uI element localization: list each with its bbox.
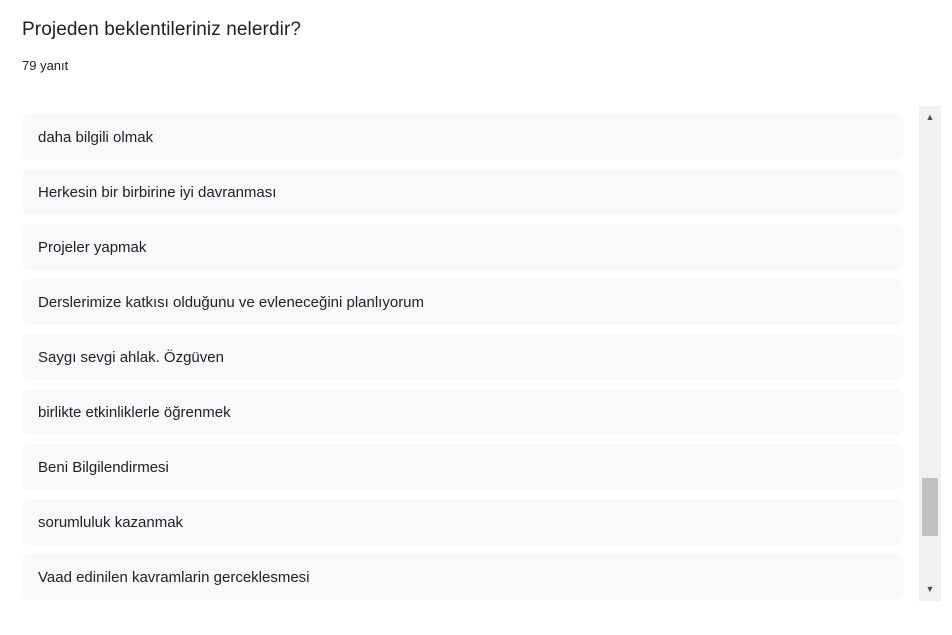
- response-text: Projeler yapmak: [38, 238, 147, 256]
- response-card: [22, 334, 904, 380]
- response-count: 79 yanıt: [22, 58, 69, 73]
- response-card: [22, 444, 904, 490]
- page-title: Projeden beklentileriniz nelerdir?: [22, 19, 302, 40]
- scroll-down-button[interactable]: [919, 581, 941, 598]
- response-card: [22, 224, 904, 270]
- response-card: [22, 114, 904, 160]
- response-card: [22, 279, 904, 325]
- scrollbar-thumb[interactable]: [922, 478, 938, 536]
- response-card: [22, 499, 904, 545]
- scroll-up-icon: ▲: [925, 112, 935, 122]
- scroll-up-button[interactable]: [919, 109, 941, 126]
- response-text: birlikte etkinliklerle öğrenmek: [38, 403, 231, 421]
- scroll-down-icon: ▼: [925, 584, 935, 594]
- response-text: daha bilgili olmak: [38, 128, 154, 146]
- response-text: Herkesin bir birbirine iyi davranması: [38, 183, 277, 201]
- response-text: Vaad edinilen kavramlarin gerceklesmesi: [38, 568, 310, 586]
- response-text: Derslerimize katkısı olduğunu ve evleneceğini planlıyorum: [38, 293, 425, 311]
- response-text: Saygı sevgi ahlak. Özgüven: [38, 348, 224, 366]
- response-list[interactable]: [22, 114, 904, 609]
- response-text: Beni Bilgilendirmesi: [38, 458, 169, 476]
- response-text: sorumluluk kazanmak: [38, 513, 184, 531]
- response-card: [22, 554, 904, 600]
- response-card: [22, 169, 904, 215]
- response-card: [22, 389, 904, 435]
- scrollbar-track[interactable]: [919, 106, 941, 601]
